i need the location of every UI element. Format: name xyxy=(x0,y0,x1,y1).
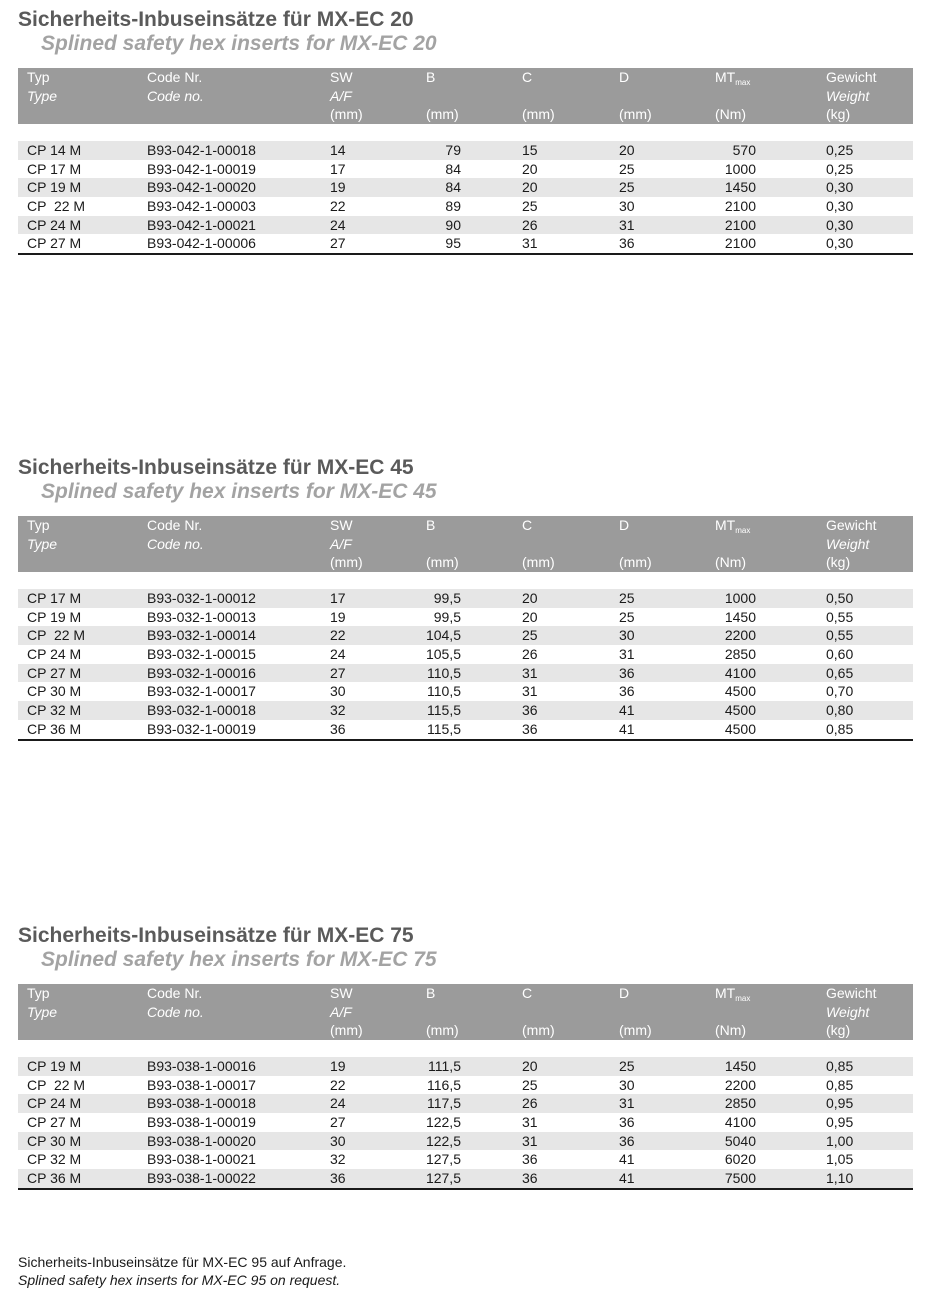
cell-sw: 27 xyxy=(330,664,346,681)
header-mt-sub: max xyxy=(735,78,751,87)
header-mt: MT xyxy=(715,985,736,1001)
cell-c: 20 xyxy=(522,608,538,625)
cell-d: 41 xyxy=(619,720,635,737)
cell-c: 15 xyxy=(522,142,538,158)
header-col-mt xyxy=(715,68,750,124)
header-col-kg xyxy=(826,68,877,124)
cell-b: 111,5 xyxy=(428,1058,461,1074)
header-label: (mm) xyxy=(330,106,363,122)
cell-b: 127,5 xyxy=(425,1151,461,1168)
cell-sw: 19 xyxy=(330,179,346,196)
cell-sw: 30 xyxy=(330,683,346,700)
header-label: Type xyxy=(27,1003,58,1020)
header-col-c xyxy=(522,516,555,572)
header-col-mt xyxy=(715,516,750,572)
cell-kg: 0,60 xyxy=(826,646,854,663)
cell-sw: 30 xyxy=(330,1132,346,1149)
header-col-sw xyxy=(330,516,363,572)
cell-kg: 0,95 xyxy=(826,1095,854,1112)
cell-c: 20 xyxy=(522,590,538,606)
cell-kg: 0,55 xyxy=(826,608,854,625)
header-label: (mm) xyxy=(619,106,652,122)
cell-sw: 22 xyxy=(330,198,346,215)
header-col-b xyxy=(426,516,459,572)
cell-kg: 1,10 xyxy=(826,1170,854,1187)
cell-code: B93-032-1-00016 xyxy=(147,664,256,681)
cell-sw: 32 xyxy=(330,1151,346,1168)
cell-b: 115,5 xyxy=(427,720,461,737)
cell-mt: 7500 xyxy=(724,1170,756,1187)
cell-type: CP 19 M xyxy=(27,608,82,625)
cell-mt: 2100 xyxy=(724,198,756,215)
cell-d: 31 xyxy=(619,646,635,663)
cell-b: 127,5 xyxy=(425,1170,461,1187)
cell-kg: 0,85 xyxy=(826,1076,854,1093)
header-label: SW xyxy=(330,517,353,533)
footer-note-de: Sicherheits-Inbuseinsätze für MX-EC 95 auf Anfrage. xyxy=(18,1254,347,1270)
cell-b: 89 xyxy=(445,198,461,215)
cell-sw: 19 xyxy=(330,1058,346,1074)
cell-kg: 0,30 xyxy=(826,198,854,215)
header-label: Gewicht xyxy=(826,517,877,533)
cell-mt: 4100 xyxy=(724,664,756,681)
table-row xyxy=(18,1057,913,1076)
cell-code: B93-032-1-00012 xyxy=(147,590,256,606)
header-label: Code Nr. xyxy=(147,517,203,533)
cell-c: 31 xyxy=(522,664,538,681)
cell-sw: 27 xyxy=(330,1114,346,1131)
header-label: Gewicht xyxy=(826,985,877,1001)
cell-b: 105,5 xyxy=(425,646,461,663)
cell-type: CP 32 M xyxy=(27,1151,82,1168)
cell-b: 116,5 xyxy=(427,1076,461,1093)
cell-kg: 0,30 xyxy=(826,179,854,196)
cell-c: 25 xyxy=(522,627,538,644)
cell-kg: 0,70 xyxy=(826,683,854,700)
header-label: (mm) xyxy=(426,106,459,122)
table-row xyxy=(18,197,913,216)
cell-kg: 0,80 xyxy=(826,702,854,719)
cell-code: B93-038-1-00016 xyxy=(147,1058,256,1074)
header-label: C xyxy=(522,517,533,533)
cell-mt: 2100 xyxy=(724,235,756,252)
cell-b: 99,5 xyxy=(433,608,461,625)
cell-c: 26 xyxy=(522,216,538,233)
cell-d: 36 xyxy=(619,664,635,681)
cell-d: 41 xyxy=(619,702,635,719)
cell-mt: 570 xyxy=(732,142,756,158)
cell-d: 36 xyxy=(619,1132,635,1149)
cell-b: 117,5 xyxy=(427,1095,461,1112)
table-row xyxy=(18,626,913,645)
header-col-c xyxy=(522,68,555,124)
cell-c: 36 xyxy=(522,702,538,719)
cell-d: 31 xyxy=(619,216,635,233)
cell-mt: 1450 xyxy=(724,608,756,625)
header-col-type xyxy=(27,68,57,105)
header-label: (Nm) xyxy=(715,554,747,570)
cell-c: 31 xyxy=(522,1114,538,1131)
cell-code: B93-032-1-00018 xyxy=(147,702,256,719)
header-label: D xyxy=(619,517,630,533)
section-title-de: Sicherheits-Inbuseinsätze für MX-EC 20 xyxy=(18,8,414,31)
cell-type: CP 22 M xyxy=(27,198,86,215)
cell-b: 84 xyxy=(445,160,461,177)
table-section xyxy=(18,456,913,741)
cell-type: CP 36 M xyxy=(27,720,82,737)
table-header xyxy=(18,984,913,1040)
cell-b: 104,5 xyxy=(425,627,461,644)
cell-sw: 27 xyxy=(330,235,346,252)
cell-sw: 36 xyxy=(330,720,346,737)
header-label: Typ xyxy=(27,517,50,533)
table-row xyxy=(18,141,913,160)
cell-c: 31 xyxy=(522,1132,538,1149)
cell-type: CP 17 M xyxy=(27,590,82,606)
section-title-en: Splined safety hex inserts for MX-EC 45 xyxy=(41,480,437,503)
cell-mt: 1000 xyxy=(724,590,756,606)
section-title-de: Sicherheits-Inbuseinsätze für MX-EC 75 xyxy=(18,924,414,947)
cell-type: CP 24 M xyxy=(27,1095,82,1112)
header-mt-sub: max xyxy=(735,994,751,1003)
cell-sw: 22 xyxy=(330,627,346,644)
cell-mt: 5040 xyxy=(724,1132,756,1149)
header-mt: MT xyxy=(715,517,736,533)
table-row xyxy=(18,1113,913,1132)
header-label: D xyxy=(619,985,630,1001)
table-row xyxy=(18,234,913,253)
cell-code: B93-042-1-00020 xyxy=(147,179,256,196)
header-col-code xyxy=(147,68,204,105)
cell-code: B93-032-1-00019 xyxy=(147,720,256,737)
cell-c: 20 xyxy=(522,179,538,196)
cell-d: 25 xyxy=(619,179,635,196)
table-section xyxy=(18,924,913,1190)
cell-b: 115,5 xyxy=(427,702,461,719)
cell-d: 36 xyxy=(619,235,635,252)
cell-sw: 24 xyxy=(330,216,346,233)
cell-mt: 4500 xyxy=(724,720,756,737)
cell-d: 30 xyxy=(619,198,635,215)
cell-b: 110,5 xyxy=(427,664,461,681)
table-body xyxy=(18,141,913,255)
header-label: Type xyxy=(27,535,58,552)
cell-mt: 4500 xyxy=(724,702,756,719)
table-row xyxy=(18,216,913,235)
cell-code: B93-038-1-00021 xyxy=(147,1151,256,1168)
header-label: (kg) xyxy=(826,106,851,122)
cell-mt: 6020 xyxy=(724,1151,756,1168)
cell-c: 36 xyxy=(522,1170,538,1187)
cell-c: 20 xyxy=(522,1058,538,1074)
cell-sw: 32 xyxy=(330,702,346,719)
cell-code: B93-032-1-00013 xyxy=(147,608,256,625)
cell-type: CP 24 M xyxy=(27,216,82,233)
cell-sw: 19 xyxy=(330,608,346,625)
cell-mt: 1450 xyxy=(724,1058,756,1074)
header-col-kg xyxy=(826,984,877,1040)
cell-sw: 17 xyxy=(330,160,346,177)
cell-type: CP 19 M xyxy=(27,1058,82,1074)
header-label: Weight xyxy=(826,535,870,552)
header-label: B xyxy=(426,985,436,1001)
cell-sw: 36 xyxy=(330,1170,346,1187)
header-label: Code no. xyxy=(147,1003,204,1020)
cell-c: 36 xyxy=(522,720,538,737)
header-col-d xyxy=(619,68,652,124)
header-mt: MT xyxy=(715,69,736,85)
header-label: Gewicht xyxy=(826,69,877,85)
header-label: B xyxy=(426,517,436,533)
header-label: Code no. xyxy=(147,87,204,104)
cell-c: 26 xyxy=(522,646,538,663)
cell-type: CP 24 M xyxy=(27,646,82,663)
header-col-sw xyxy=(330,68,363,124)
cell-code: B93-038-1-00017 xyxy=(147,1076,256,1093)
header-label: Code Nr. xyxy=(147,985,203,1001)
header-label: (mm) xyxy=(619,554,652,570)
table-row xyxy=(18,589,913,608)
cell-d: 25 xyxy=(619,608,635,625)
table-row xyxy=(18,608,913,627)
cell-b: 84 xyxy=(445,179,461,196)
header-col-code xyxy=(147,516,204,553)
cell-type: CP 22 M xyxy=(27,627,86,644)
cell-c: 25 xyxy=(522,1076,538,1093)
cell-d: 20 xyxy=(619,142,635,158)
cell-code: B93-032-1-00017 xyxy=(147,683,256,700)
cell-kg: 0,85 xyxy=(826,720,854,737)
header-label: (mm) xyxy=(619,1022,652,1038)
table-row xyxy=(18,682,913,701)
cell-type: CP 27 M xyxy=(27,664,82,681)
cell-code: B93-042-1-00018 xyxy=(147,142,256,158)
cell-type: CP 17 M xyxy=(27,160,82,177)
footer-note-en: Splined safety hex inserts for MX-EC 95 on request. xyxy=(18,1272,341,1288)
header-label: (kg) xyxy=(826,554,851,570)
header-label: SW xyxy=(330,985,353,1001)
cell-mt: 1000 xyxy=(724,160,756,177)
section-title-en: Splined safety hex inserts for MX-EC 20 xyxy=(41,32,437,55)
cell-type: CP 30 M xyxy=(27,683,82,700)
cell-code: B93-032-1-00014 xyxy=(147,627,256,644)
header-label: C xyxy=(522,985,533,1001)
table-row xyxy=(18,1094,913,1113)
header-col-b xyxy=(426,68,459,124)
cell-code: B93-042-1-00003 xyxy=(147,198,256,215)
header-label: A/F xyxy=(330,87,352,104)
cell-mt: 4100 xyxy=(724,1114,756,1131)
cell-mt: 4500 xyxy=(724,683,756,700)
header-label: Code no. xyxy=(147,535,204,552)
cell-code: B93-042-1-00021 xyxy=(147,216,256,233)
cell-d: 41 xyxy=(619,1170,635,1187)
cell-d: 30 xyxy=(619,1076,635,1093)
cell-kg: 0,30 xyxy=(826,216,854,233)
header-label: (mm) xyxy=(330,1022,363,1038)
header-col-sw xyxy=(330,984,363,1040)
cell-mt: 2100 xyxy=(724,216,756,233)
header-label: (mm) xyxy=(522,554,555,570)
table-row xyxy=(18,178,913,197)
header-col-type xyxy=(27,984,57,1021)
header-label: (Nm) xyxy=(715,1022,747,1038)
cell-mt: 2200 xyxy=(724,627,756,644)
cell-d: 25 xyxy=(619,1058,635,1074)
cell-code: B93-042-1-00019 xyxy=(147,160,256,177)
cell-code: B93-038-1-00020 xyxy=(147,1132,256,1149)
cell-kg: 0,25 xyxy=(826,142,854,158)
header-col-type xyxy=(27,516,57,553)
cell-d: 25 xyxy=(619,160,635,177)
header-label: Typ xyxy=(27,69,50,85)
header-col-kg xyxy=(826,516,877,572)
header-mt-sub: max xyxy=(735,526,751,535)
cell-c: 26 xyxy=(522,1095,538,1112)
table-row xyxy=(18,720,913,739)
table-row xyxy=(18,1076,913,1095)
cell-d: 36 xyxy=(619,683,635,700)
cell-b: 90 xyxy=(445,216,461,233)
footer-note xyxy=(18,1253,346,1289)
cell-code: B93-038-1-00022 xyxy=(147,1170,256,1187)
cell-type: CP 22 M xyxy=(27,1076,86,1093)
header-label: (mm) xyxy=(426,554,459,570)
cell-mt: 2200 xyxy=(724,1076,756,1093)
header-label: SW xyxy=(330,69,353,85)
header-label: Typ xyxy=(27,985,50,1001)
cell-d: 30 xyxy=(619,627,635,644)
header-label: (mm) xyxy=(522,1022,555,1038)
cell-d: 25 xyxy=(619,590,635,606)
header-label: Weight xyxy=(826,87,870,104)
cell-kg: 1,05 xyxy=(826,1151,854,1168)
cell-kg: 1,00 xyxy=(826,1132,854,1149)
header-col-d xyxy=(619,984,652,1040)
cell-type: CP 14 M xyxy=(27,142,82,158)
header-label: B xyxy=(426,69,436,85)
cell-mt: 2850 xyxy=(724,646,756,663)
section-title-en: Splined safety hex inserts for MX-EC 75 xyxy=(41,948,437,971)
cell-sw: 22 xyxy=(330,1076,346,1093)
cell-code: B93-032-1-00015 xyxy=(147,646,256,663)
cell-kg: 0,85 xyxy=(826,1058,854,1074)
table-row xyxy=(18,664,913,683)
header-col-c xyxy=(522,984,555,1040)
cell-b: 95 xyxy=(445,235,461,252)
table-row xyxy=(18,160,913,179)
cell-b: 99,5 xyxy=(433,590,461,606)
header-label: (mm) xyxy=(522,106,555,122)
header-label: A/F xyxy=(330,1003,352,1020)
cell-code: B93-042-1-00006 xyxy=(147,235,256,252)
cell-type: CP 27 M xyxy=(27,235,82,252)
table-row xyxy=(18,645,913,664)
cell-b: 122,5 xyxy=(425,1114,461,1131)
cell-type: CP 27 M xyxy=(27,1114,82,1131)
cell-c: 31 xyxy=(522,683,538,700)
cell-mt: 1450 xyxy=(724,179,756,196)
cell-b: 79 xyxy=(445,142,461,158)
cell-d: 41 xyxy=(619,1151,635,1168)
cell-c: 25 xyxy=(522,198,538,215)
cell-code: B93-038-1-00019 xyxy=(147,1114,256,1131)
cell-kg: 0,55 xyxy=(826,627,854,644)
cell-mt: 2850 xyxy=(724,1095,756,1112)
header-label: A/F xyxy=(330,535,352,552)
table-header xyxy=(18,516,913,572)
table-row xyxy=(18,1150,913,1169)
header-label: Code Nr. xyxy=(147,69,203,85)
cell-sw: 17 xyxy=(330,590,346,606)
header-label: (mm) xyxy=(330,554,363,570)
cell-kg: 0,65 xyxy=(826,664,854,681)
cell-sw: 24 xyxy=(330,646,346,663)
header-label: (Nm) xyxy=(715,106,747,122)
cell-type: CP 32 M xyxy=(27,702,82,719)
cell-type: CP 19 M xyxy=(27,179,82,196)
header-label: (mm) xyxy=(426,1022,459,1038)
header-col-d xyxy=(619,516,652,572)
header-col-mt xyxy=(715,984,750,1040)
cell-sw: 24 xyxy=(330,1095,346,1112)
cell-b: 110,5 xyxy=(427,683,461,700)
cell-code: B93-038-1-00018 xyxy=(147,1095,256,1112)
cell-type: CP 30 M xyxy=(27,1132,82,1149)
header-col-code xyxy=(147,984,204,1021)
cell-c: 20 xyxy=(522,160,538,177)
header-col-b xyxy=(426,984,459,1040)
cell-d: 36 xyxy=(619,1114,635,1131)
header-label: Weight xyxy=(826,1003,870,1020)
cell-sw: 14 xyxy=(330,142,346,158)
cell-c: 36 xyxy=(522,1151,538,1168)
cell-kg: 0,50 xyxy=(826,590,854,606)
table-header xyxy=(18,68,913,124)
cell-c: 31 xyxy=(522,235,538,252)
cell-kg: 0,95 xyxy=(826,1114,854,1131)
table-row xyxy=(18,701,913,720)
header-label: C xyxy=(522,69,533,85)
section-title-de: Sicherheits-Inbuseinsätze für MX-EC 45 xyxy=(18,456,414,479)
table-body xyxy=(18,589,913,741)
header-label: D xyxy=(619,69,630,85)
cell-d: 31 xyxy=(619,1095,635,1112)
cell-type: CP 36 M xyxy=(27,1170,82,1187)
cell-kg: 0,25 xyxy=(826,160,854,177)
table-row xyxy=(18,1132,913,1151)
header-label: Type xyxy=(27,87,58,104)
table-row xyxy=(18,1169,913,1188)
cell-kg: 0,30 xyxy=(826,235,854,252)
cell-b: 122,5 xyxy=(425,1132,461,1149)
table-body xyxy=(18,1057,913,1190)
header-label: (kg) xyxy=(826,1022,851,1038)
table-section xyxy=(18,8,913,255)
